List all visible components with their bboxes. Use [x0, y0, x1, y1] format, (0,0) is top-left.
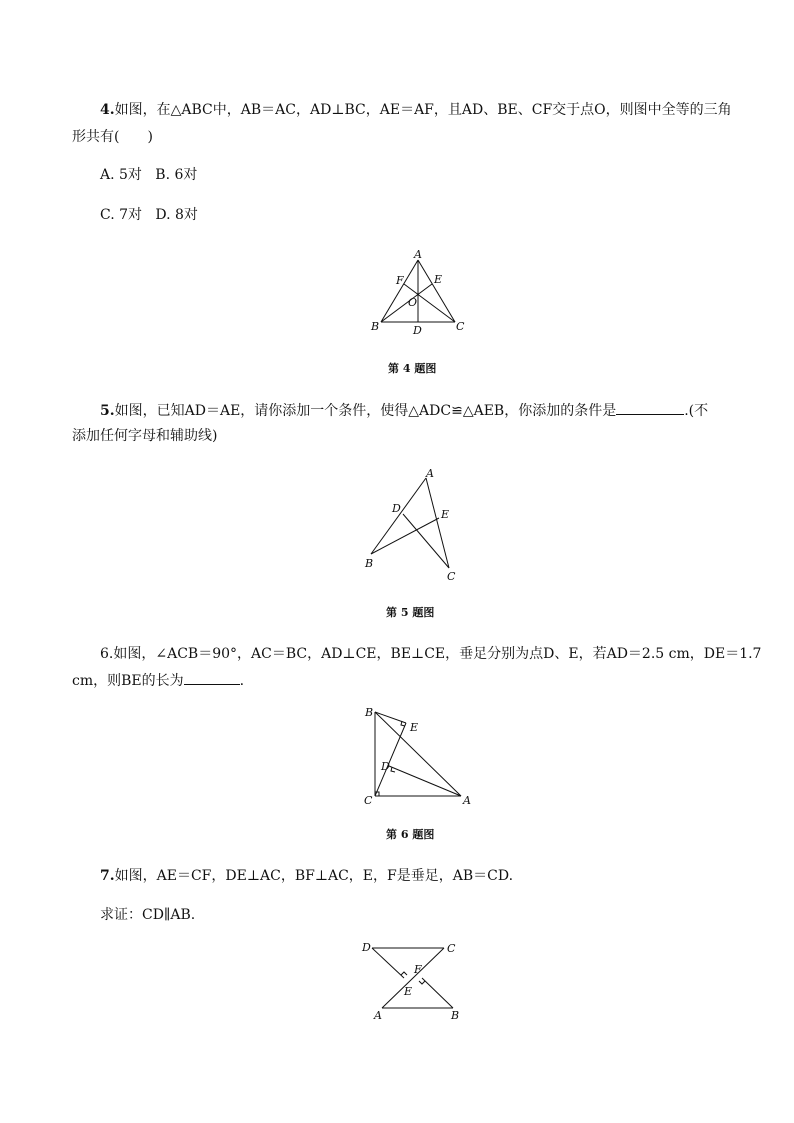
q5-figure: [360, 463, 470, 583]
q5-caption: 第 5 题图: [386, 606, 435, 619]
q7-label-d: D: [362, 941, 371, 954]
q4-seg-ac: [418, 260, 455, 322]
q4-label-o: O: [408, 296, 418, 309]
q7-number: 7.: [100, 868, 115, 884]
q4-caption: 第 4 题图: [388, 362, 437, 375]
q6-line1: [100, 644, 761, 664]
q4-number: 4.: [100, 102, 115, 118]
q7-label-c: C: [447, 942, 456, 955]
q4-label-b: B: [371, 320, 380, 333]
q4-text-1: 如图，在△ABC中，AB＝AC，AD⊥BC，AE＝AF，且AD、BE、CF交于点O，则图中全等的三角: [114, 102, 732, 118]
q7-seg-ac: [382, 948, 444, 1008]
q5-seg-be: [371, 518, 439, 554]
q4-option-a[interactable]: A. 5对: [100, 167, 142, 183]
q6-line2: [72, 670, 244, 691]
q4-label-f: F: [396, 274, 404, 287]
q7-text-1: 如图，AE＝CF，DE⊥AC，BF⊥AC，E，F是垂足，AB＝CD.: [114, 868, 514, 884]
q6-caption: 第 6 题图: [386, 828, 435, 841]
q6-seg-be: [375, 712, 406, 723]
q6-text-2: cm，则BE的长为: [72, 673, 184, 689]
q6-label-b: B: [365, 706, 374, 719]
q4-label-c: C: [456, 320, 465, 333]
q7-label-b: B: [451, 1009, 460, 1022]
q5-line2: 添加任何字母和辅助线): [72, 428, 218, 444]
q4-line1: [100, 100, 732, 120]
q6-label-a: A: [463, 794, 471, 807]
q4-label-a: A: [414, 248, 422, 261]
q7-figure: [355, 937, 475, 1022]
q7-label-a: A: [374, 1009, 382, 1022]
q7-label-f: F: [414, 963, 422, 976]
q5-line1: [100, 400, 708, 421]
q7-right-angle-f: [419, 981, 425, 984]
q4-option-row-2: [100, 205, 198, 225]
q4-label-e: E: [434, 273, 443, 286]
q4-figure: [360, 245, 480, 345]
q5-label-e: E: [441, 508, 450, 521]
q5-label-b: B: [365, 557, 374, 570]
q4-seg-ab: [381, 260, 418, 322]
q6-label-c: C: [364, 794, 373, 807]
q6-seg-ad: [389, 766, 461, 796]
q5-seg-ab: [371, 478, 426, 554]
q5-answer-blank[interactable]: [616, 400, 684, 415]
q4-option-c[interactable]: C. 7对: [100, 207, 143, 223]
q7-right-angle-e: [401, 972, 407, 975]
q6-label-d: D: [381, 760, 390, 773]
q7-seg-de: [372, 948, 404, 978]
q4-seg-be: [381, 284, 432, 322]
q4-option-b[interactable]: B. 6对: [155, 167, 198, 183]
q6-answer-blank[interactable]: [184, 670, 240, 685]
q4-option-row-1: [100, 165, 197, 185]
q6-text-1: 如图，∠ACB＝90°，AC＝BC，AD⊥CE，BE⊥CE，垂足分别为点D、E，若AD＝2.5 cm，DE＝1.7: [113, 646, 762, 662]
q6-text-3: .: [239, 673, 245, 689]
q5-label-a: A: [426, 467, 434, 480]
q4-label-d: D: [413, 324, 422, 337]
q7-line2: 求证：CD∥AB.: [100, 907, 196, 923]
q6-seg-ce: [375, 723, 406, 796]
q6-number: 6.: [100, 646, 114, 662]
q5-text-1: 如图，已知AD＝AE，请你添加一个条件，使得△ADC≌△AEB，你添加的条件是: [114, 403, 617, 419]
q6-label-e: E: [410, 721, 419, 734]
q7-line1: [100, 866, 513, 886]
q5-number: 5.: [100, 403, 115, 419]
q5-label-d: D: [392, 502, 401, 515]
q7-label-e: E: [404, 985, 413, 998]
q4-line2: 形共有( ): [72, 129, 153, 145]
q7-seg-bf: [422, 978, 453, 1008]
q5-text-2: .(不: [684, 403, 709, 419]
q5-label-c: C: [447, 570, 456, 583]
q4-option-d[interactable]: D. 8对: [155, 207, 198, 223]
q6-figure: [360, 700, 480, 810]
